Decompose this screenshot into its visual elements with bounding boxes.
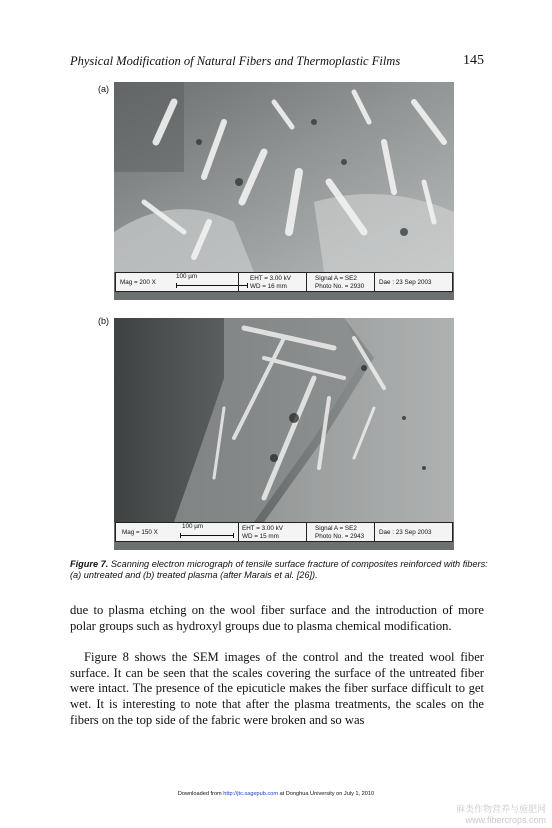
eht-a: EHT = 3.00 kV bbox=[250, 275, 292, 282]
body-paragraph-2: Figure 8 shows the SEM images of the control and the treated wool fiber surface. It can be seen that the scales covering the surface of the untreated fiber were intact. The presence of the epicuticle makes the fiber surface difficult to get wet. It is interesting to note that after the plasma treatments, the scales on the fibers on the top side of the fabric were broken and so was bbox=[70, 650, 484, 727]
figure-caption bbox=[70, 559, 490, 581]
sem-info-bar-a bbox=[115, 272, 453, 292]
date-b: Dae : 23 Sep 2003 bbox=[379, 529, 432, 536]
body-paragraph-1: due to plasma etching on the wool fiber surface and the introduction of more polar groups such as hydroxyl groups due to plasma chemical modification. bbox=[70, 603, 484, 633]
figure-caption-label: Figure 7. bbox=[70, 559, 109, 569]
site-watermark bbox=[456, 804, 546, 826]
sem-micrograph-a bbox=[114, 82, 454, 300]
footer-link[interactable]: http://jtc.sagepub.com bbox=[223, 791, 279, 797]
scale-bar-label-b: 100 µm bbox=[182, 523, 204, 530]
sem-micrograph-b bbox=[114, 318, 454, 550]
footer-prefix: Downloaded from bbox=[177, 791, 224, 797]
download-footer bbox=[0, 791, 552, 797]
sem-info-bar-b bbox=[115, 522, 453, 542]
eht-b: EHT = 3.00 kV bbox=[242, 525, 284, 532]
scale-bar-label-a: 100 µm bbox=[176, 273, 198, 280]
working-distance-b: WD = 15 mm bbox=[242, 533, 279, 540]
magnification-b: Mag = 150 X bbox=[122, 529, 158, 536]
working-distance-a: WD = 16 mm bbox=[250, 283, 287, 290]
scale-bar-b bbox=[180, 533, 234, 538]
panel-b-label: (b) bbox=[98, 316, 109, 326]
micrograph-b-image bbox=[114, 318, 454, 522]
panel-a-label: (a) bbox=[98, 84, 109, 94]
page-number: 145 bbox=[463, 53, 484, 68]
signal-b: Signal A = SE2 bbox=[315, 525, 357, 532]
date-a: Dae : 23 Sep 2003 bbox=[379, 279, 432, 286]
watermark-line-2: www.fibercrops.com bbox=[465, 815, 546, 825]
watermark-line-1: 麻类作物营养与施肥网 bbox=[455, 804, 546, 814]
signal-a: Signal A = SE2 bbox=[315, 275, 357, 282]
photo-number-b: Photo No. = 2943 bbox=[315, 533, 365, 540]
micrograph-a-image bbox=[114, 82, 454, 272]
footer-suffix: at Donghua University on July 1, 2010 bbox=[278, 791, 375, 797]
figure-caption-text: Scanning electron micrograph of tensile surface fracture of composites reinforced with fibers: (a) untreated and (b) treated plasma (after Marais et al. [26]). bbox=[70, 559, 488, 580]
magnification-a: Mag = 200 X bbox=[120, 279, 156, 286]
running-header-title: Physical Modification of Natural Fibers and Thermoplastic Films bbox=[70, 54, 401, 68]
photo-number-a: Photo No. = 2930 bbox=[315, 283, 365, 290]
